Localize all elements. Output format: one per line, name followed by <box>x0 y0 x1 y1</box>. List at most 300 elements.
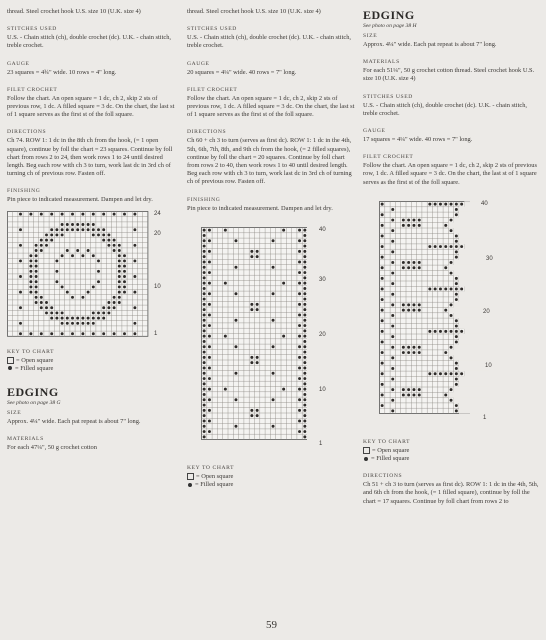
stitches-heading: STITCHES USED <box>187 26 237 33</box>
filled-square-dot <box>455 319 458 322</box>
filled-square-dot <box>412 266 415 269</box>
filled-square-dot <box>208 271 211 274</box>
filled-square-dot <box>418 308 421 311</box>
row-label-1: 1 <box>154 330 158 337</box>
filled-square-dot <box>402 388 405 391</box>
scallop-mask <box>454 270 489 276</box>
scallop-mask <box>459 318 489 324</box>
filled-square-dot <box>97 233 100 236</box>
materials-text: For each 51¼", 50 g crochet cotton thread. Steel crochet hook U.S. size 10 (U.K. size 4) <box>363 67 535 83</box>
filled-square-dot <box>61 233 64 236</box>
filled-square-dot <box>450 229 453 232</box>
filled-square-dot <box>203 430 206 433</box>
filled-square-dot <box>203 425 206 428</box>
filled-square-dot <box>298 409 301 412</box>
filled-square-dot <box>282 282 285 285</box>
filled-square-dot <box>102 311 105 314</box>
filled-square-dot <box>303 403 306 406</box>
filled-square-dot <box>71 223 74 226</box>
filet-text: Follow the chart. An open square = 1 dc, ch 2, skip 2 sts of previous row, 1 dc. A filled square = 3 dc. On the chart, the last st of 1 square serves as the first st of the foll square. <box>363 162 537 186</box>
filled-square-dot <box>29 259 32 262</box>
filled-square-dot <box>455 277 458 280</box>
filled-square-dot <box>203 403 206 406</box>
filled-square-dot <box>55 280 58 283</box>
filled-square-dot <box>123 259 126 262</box>
filled-square-dot <box>303 292 306 295</box>
filled-square-dot <box>303 345 306 348</box>
filled-square-dot <box>107 238 110 241</box>
filled-square-dot <box>303 271 306 274</box>
filled-square-dot <box>256 255 259 258</box>
filled-square-dot <box>45 311 48 314</box>
filled-square-dot <box>133 290 136 293</box>
filled-square-dot <box>455 293 458 296</box>
intro-text: thread. Steel crochet hook U.S. size 10 (U.K. size 4) <box>187 8 321 15</box>
key-heading: KEY TO CHART <box>7 348 55 355</box>
filled-square-dot <box>208 260 211 263</box>
row-label-40: 40 <box>481 200 488 207</box>
filled-square-dot <box>102 212 105 215</box>
filled-square-dot <box>298 260 301 263</box>
filled-square-dot <box>402 261 405 264</box>
row-label-1: 1 <box>319 440 323 447</box>
filled-square-dot <box>123 264 126 267</box>
filled-square-dot <box>123 285 126 288</box>
filled-square-dot <box>92 316 95 319</box>
filled-square-dot <box>303 361 306 364</box>
filled-square-dot <box>97 228 100 231</box>
filled-square-dot <box>81 212 84 215</box>
filled-square-dot <box>444 351 447 354</box>
scallop-mask <box>459 291 489 297</box>
filled-square-dot <box>203 329 206 332</box>
filled-square-dot <box>434 372 437 375</box>
filled-square-dot <box>66 321 69 324</box>
filled-square-dot <box>208 282 211 285</box>
filled-square-dot <box>455 245 458 248</box>
filled-square-dot <box>61 254 64 257</box>
filled-square-dot <box>450 388 453 391</box>
row-label-10: 10 <box>319 386 326 393</box>
filled-square-dot <box>303 324 306 327</box>
filled-square-dot <box>303 229 306 232</box>
filled-square-dot <box>87 290 90 293</box>
filled-square-dot <box>45 243 48 246</box>
filet-text: Follow the chart. An open square = 1 dc, ch 2, skip 2 sts of previous row, 1 dc. A filled square = 3 dc. On the chart, the last st of 1 square serves as the first st of the foll square. <box>187 94 355 119</box>
filled-square-dot <box>92 212 95 215</box>
directions-heading: DIRECTIONS <box>363 473 403 480</box>
filled-square-dot <box>450 245 453 248</box>
filled-square-dot <box>272 425 275 428</box>
filet-heading: FILET CROCHET <box>363 154 414 161</box>
filled-square-dot <box>92 321 95 324</box>
filled-square-dot <box>35 249 38 252</box>
filled-square-dot <box>455 250 458 253</box>
filled-square-dot <box>208 345 211 348</box>
stitches-heading: STITCHES USED <box>7 26 57 33</box>
filled-square-dot <box>203 361 206 364</box>
filled-square-dot <box>298 366 301 369</box>
filled-square-dot <box>455 340 458 343</box>
filled-square-dot <box>66 290 69 293</box>
filled-square-dot <box>450 372 453 375</box>
filled-square-dot <box>303 388 306 391</box>
filled-square-dot <box>412 346 415 349</box>
filled-square-dot <box>455 372 458 375</box>
filled-square-dot <box>303 377 306 380</box>
filet-heading: FILET CROCHET <box>187 86 238 93</box>
filled-square-dot <box>66 316 69 319</box>
filled-square-dot <box>407 303 410 306</box>
filled-square-dot <box>55 311 58 314</box>
filled-square-dot <box>107 306 110 309</box>
finishing-text: Pin piece to indicated measurement. Dampen and let dry. <box>187 204 333 212</box>
filled-square-dot <box>208 335 211 338</box>
key-heading: KEY TO CHART <box>363 438 411 445</box>
filled-square-dot <box>402 303 405 306</box>
edging-title: EDGING <box>363 8 415 22</box>
filled-square-dot <box>118 290 121 293</box>
filled-square-dot <box>450 271 453 274</box>
filled-square-dot <box>381 383 384 386</box>
filled-square-dot <box>256 356 259 359</box>
filled-square-dot <box>418 393 421 396</box>
filled-square-dot <box>45 238 48 241</box>
filled-square-dot <box>303 276 306 279</box>
filled-square-dot <box>450 202 453 205</box>
filled-square-dot <box>35 243 38 246</box>
filled-square-dot <box>203 435 206 438</box>
filled-square-dot <box>444 245 447 248</box>
filled-square-dot <box>203 350 206 353</box>
filled-square-dot <box>76 249 79 252</box>
filled-square-dot <box>298 229 301 232</box>
filled-square-dot <box>107 301 110 304</box>
filled-square-dot <box>40 301 43 304</box>
filled-square-dot <box>303 340 306 343</box>
filled-square-dot <box>203 229 206 232</box>
filled-square-dot <box>391 324 394 327</box>
filled-square-dot <box>402 224 405 227</box>
filled-square-dot <box>118 254 121 257</box>
filled-square-dot <box>203 419 206 422</box>
filled-square-dot <box>203 372 206 375</box>
filled-square-dot <box>434 287 437 290</box>
scallop-mask <box>459 376 489 382</box>
filled-square-dot <box>391 335 394 338</box>
filled-square-dot <box>203 377 206 380</box>
filled-square-dot <box>303 244 306 247</box>
filled-square-dot <box>439 287 442 290</box>
filled-square-dot <box>272 345 275 348</box>
filled-square-dot <box>208 398 211 401</box>
filled-square-dot <box>391 303 394 306</box>
filled-square-dot <box>272 398 275 401</box>
filled-square-dot <box>113 301 116 304</box>
filled-square-dot <box>455 202 458 205</box>
filled-square-dot <box>444 372 447 375</box>
filled-square-dot <box>418 266 421 269</box>
filled-square-dot <box>19 275 22 278</box>
filled-square-dot <box>81 254 84 257</box>
filled-square-dot <box>439 330 442 333</box>
filled-square-dot <box>234 292 237 295</box>
filled-square-dot <box>412 388 415 391</box>
filled-square-dot <box>118 249 121 252</box>
filled-square-dot <box>35 280 38 283</box>
filled-square-dot <box>102 306 105 309</box>
key-open-label: = Open square <box>372 446 410 454</box>
filled-square-dot <box>102 233 105 236</box>
filled-square-dot <box>113 238 116 241</box>
filled-square-dot <box>29 212 32 215</box>
filled-square-dot <box>298 356 301 359</box>
scallop-mask <box>459 339 489 345</box>
filled-square-dot <box>250 255 253 258</box>
filled-square-dot <box>444 287 447 290</box>
filled-square-dot <box>50 238 53 241</box>
filled-square-dot <box>381 372 384 375</box>
filled-square-dot <box>298 430 301 433</box>
directions-heading: DIRECTIONS <box>7 129 47 136</box>
scallop-mask <box>448 350 489 356</box>
filled-square-dot <box>35 259 38 262</box>
filled-square-dot <box>29 269 32 272</box>
key-open-label: = Open square <box>196 472 234 480</box>
filled-square-dot <box>92 311 95 314</box>
filled-square-dot <box>391 367 394 370</box>
scallop-mask <box>459 334 489 340</box>
filled-square-dot <box>29 332 32 335</box>
filled-square-dot <box>412 224 415 227</box>
filled-square-dot <box>203 239 206 242</box>
key-filled-label: = Filled square <box>195 481 234 489</box>
filled-square-dot <box>107 311 110 314</box>
filled-square-dot <box>303 250 306 253</box>
stitches-text: U.S. - Chain stitch (ch), double crochet (dc). U.K. - chain stitch, treble crochet. <box>363 101 527 117</box>
filled-square-dot <box>303 287 306 290</box>
filled-square-dot <box>203 266 206 269</box>
filled-square-dot <box>381 245 384 248</box>
filled-square-dot <box>35 264 38 267</box>
filled-square-dot <box>391 356 394 359</box>
filled-square-dot <box>97 259 100 262</box>
filled-square-dot <box>61 321 64 324</box>
crochet-chart-3 <box>379 201 539 431</box>
filled-square-dot <box>45 301 48 304</box>
filled-square-dot <box>118 264 121 267</box>
column-left <box>7 8 179 452</box>
filled-square-dot <box>19 243 22 246</box>
filled-square-dot <box>250 356 253 359</box>
stitches-text: U.S. - Chain stitch (ch), double crochet (dc). U.K. - chain stitch, treble crochet. <box>187 34 351 50</box>
filled-square-dot <box>208 409 211 412</box>
filled-square-dot <box>208 377 211 380</box>
column-right <box>363 8 539 506</box>
filled-square-dot <box>272 266 275 269</box>
filled-square-dot <box>444 393 447 396</box>
scallop-mask <box>464 371 489 377</box>
filled-square-dot <box>418 346 421 349</box>
filled-square-dot <box>303 398 306 401</box>
filled-square-dot <box>234 425 237 428</box>
filled-square-dot <box>298 419 301 422</box>
filled-square-dot <box>391 282 394 285</box>
filled-square-dot <box>208 388 211 391</box>
filled-square-dot <box>444 330 447 333</box>
scallop-mask <box>454 302 489 308</box>
filled-square-dot <box>45 306 48 309</box>
filled-square-dot <box>19 290 22 293</box>
chart-key <box>187 465 357 489</box>
row-label-20: 20 <box>319 331 326 338</box>
filled-square-dot <box>391 388 394 391</box>
filled-square-dot <box>450 399 453 402</box>
filled-square-dot <box>439 202 442 205</box>
filled-square-dot <box>391 377 394 380</box>
intro-text: thread. Steel crochet hook U.S. size 10 (U.K. size 4) <box>7 8 141 15</box>
filled-square-dot <box>66 228 69 231</box>
filled-square-dot <box>428 202 431 205</box>
filled-square-dot <box>203 271 206 274</box>
open-square-icon <box>187 473 194 480</box>
filled-square-dot <box>407 388 410 391</box>
filled-square-dot <box>455 298 458 301</box>
key-filled-row <box>7 365 179 373</box>
filled-square-dot <box>303 282 306 285</box>
filled-square-dot <box>29 275 32 278</box>
filled-square-dot <box>123 212 126 215</box>
filled-square-dot <box>455 367 458 370</box>
filled-square-dot <box>81 228 84 231</box>
filled-square-dot <box>55 269 58 272</box>
filled-square-dot <box>123 269 126 272</box>
filled-square-dot <box>203 382 206 385</box>
key-open-row <box>7 357 179 365</box>
filled-square-dot <box>439 372 442 375</box>
filled-square-dot <box>102 316 105 319</box>
filled-square-dot <box>381 351 384 354</box>
filled-square-dot <box>455 240 458 243</box>
filled-square-dot <box>407 224 410 227</box>
filled-square-dot <box>61 212 64 215</box>
filled-square-dot <box>203 308 206 311</box>
filled-square-dot <box>118 269 121 272</box>
filled-square-dot <box>40 238 43 241</box>
scallop-mask <box>448 392 489 398</box>
filled-square-dot <box>256 308 259 311</box>
filled-square-dot <box>407 261 410 264</box>
filled-square-dot <box>234 266 237 269</box>
filled-square-dot <box>203 282 206 285</box>
filled-square-dot <box>40 332 43 335</box>
filled-square-dot <box>282 335 285 338</box>
filled-square-dot <box>208 229 211 232</box>
filled-square-dot <box>19 332 22 335</box>
filled-square-dot <box>208 250 211 253</box>
filled-square-dot <box>113 249 116 252</box>
filled-square-dot <box>113 212 116 215</box>
filled-square-dot <box>203 335 206 338</box>
filled-square-dot <box>303 308 306 311</box>
filled-square-dot <box>455 208 458 211</box>
filled-square-dot <box>133 321 136 324</box>
gauge-text: 20 squares = 4¼" wide. 40 rows = 7" long. <box>187 68 297 76</box>
filled-square-dot <box>29 285 32 288</box>
filled-square-dot <box>118 243 121 246</box>
filled-square-dot <box>234 372 237 375</box>
filled-square-dot <box>407 308 410 311</box>
filled-square-dot <box>107 243 110 246</box>
filled-square-dot <box>444 266 447 269</box>
scallop-mask <box>459 403 489 409</box>
gauge-text: 23 squares = 4¾" wide. 10 rows = 4" long. <box>7 68 117 76</box>
key-heading: KEY TO CHART <box>187 464 235 471</box>
filled-square-dot <box>381 340 384 343</box>
filled-square-dot <box>19 228 22 231</box>
filled-square-dot <box>234 398 237 401</box>
filled-square-dot <box>102 228 105 231</box>
filled-square-dot <box>407 218 410 221</box>
filled-square-dot <box>224 229 227 232</box>
filled-square-dot <box>412 393 415 396</box>
filled-square-dot <box>250 409 253 412</box>
filled-square-dot <box>55 233 58 236</box>
filled-square-dot <box>92 332 95 335</box>
scallop-mask <box>459 238 489 244</box>
filled-square-dot <box>455 282 458 285</box>
filled-square-dot <box>29 254 32 257</box>
filled-square-dot <box>250 308 253 311</box>
filled-square-dot <box>418 218 421 221</box>
filled-square-dot <box>55 316 58 319</box>
filled-square-dot <box>61 316 64 319</box>
filled-square-dot <box>460 202 463 205</box>
filled-square-dot <box>35 254 38 257</box>
filled-square-dot <box>97 316 100 319</box>
filled-square-dot <box>256 303 259 306</box>
filled-square-dot <box>76 228 79 231</box>
filled-square-dot <box>407 393 410 396</box>
open-square-icon <box>7 357 14 364</box>
filled-square-dot <box>87 321 90 324</box>
filled-square-dot <box>208 419 211 422</box>
filled-square-dot <box>303 255 306 258</box>
filled-square-dot <box>412 218 415 221</box>
filled-square-dot <box>303 260 306 263</box>
filled-square-dot <box>428 330 431 333</box>
filled-square-dot <box>35 295 38 298</box>
filled-square-dot <box>282 388 285 391</box>
filled-square-dot <box>381 277 384 280</box>
size-text: Approx. 4¼" wide. Each pat repeat is about 7" long. <box>7 418 141 426</box>
filled-square-dot <box>303 313 306 316</box>
filled-square-dot <box>418 388 421 391</box>
filled-square-dot <box>71 228 74 231</box>
filled-square-dot <box>412 308 415 311</box>
filled-square-dot <box>407 266 410 269</box>
filled-square-dot <box>19 321 22 324</box>
filled-square-dot <box>298 292 301 295</box>
filled-square-dot <box>402 393 405 396</box>
filled-square-dot <box>71 321 74 324</box>
filled-square-dot <box>35 290 38 293</box>
filled-square-dot <box>66 249 69 252</box>
edging-title: EDGING <box>7 385 59 400</box>
filled-square-dot <box>402 308 405 311</box>
filled-square-dot <box>282 229 285 232</box>
materials-heading: MATERIALS <box>363 59 400 66</box>
